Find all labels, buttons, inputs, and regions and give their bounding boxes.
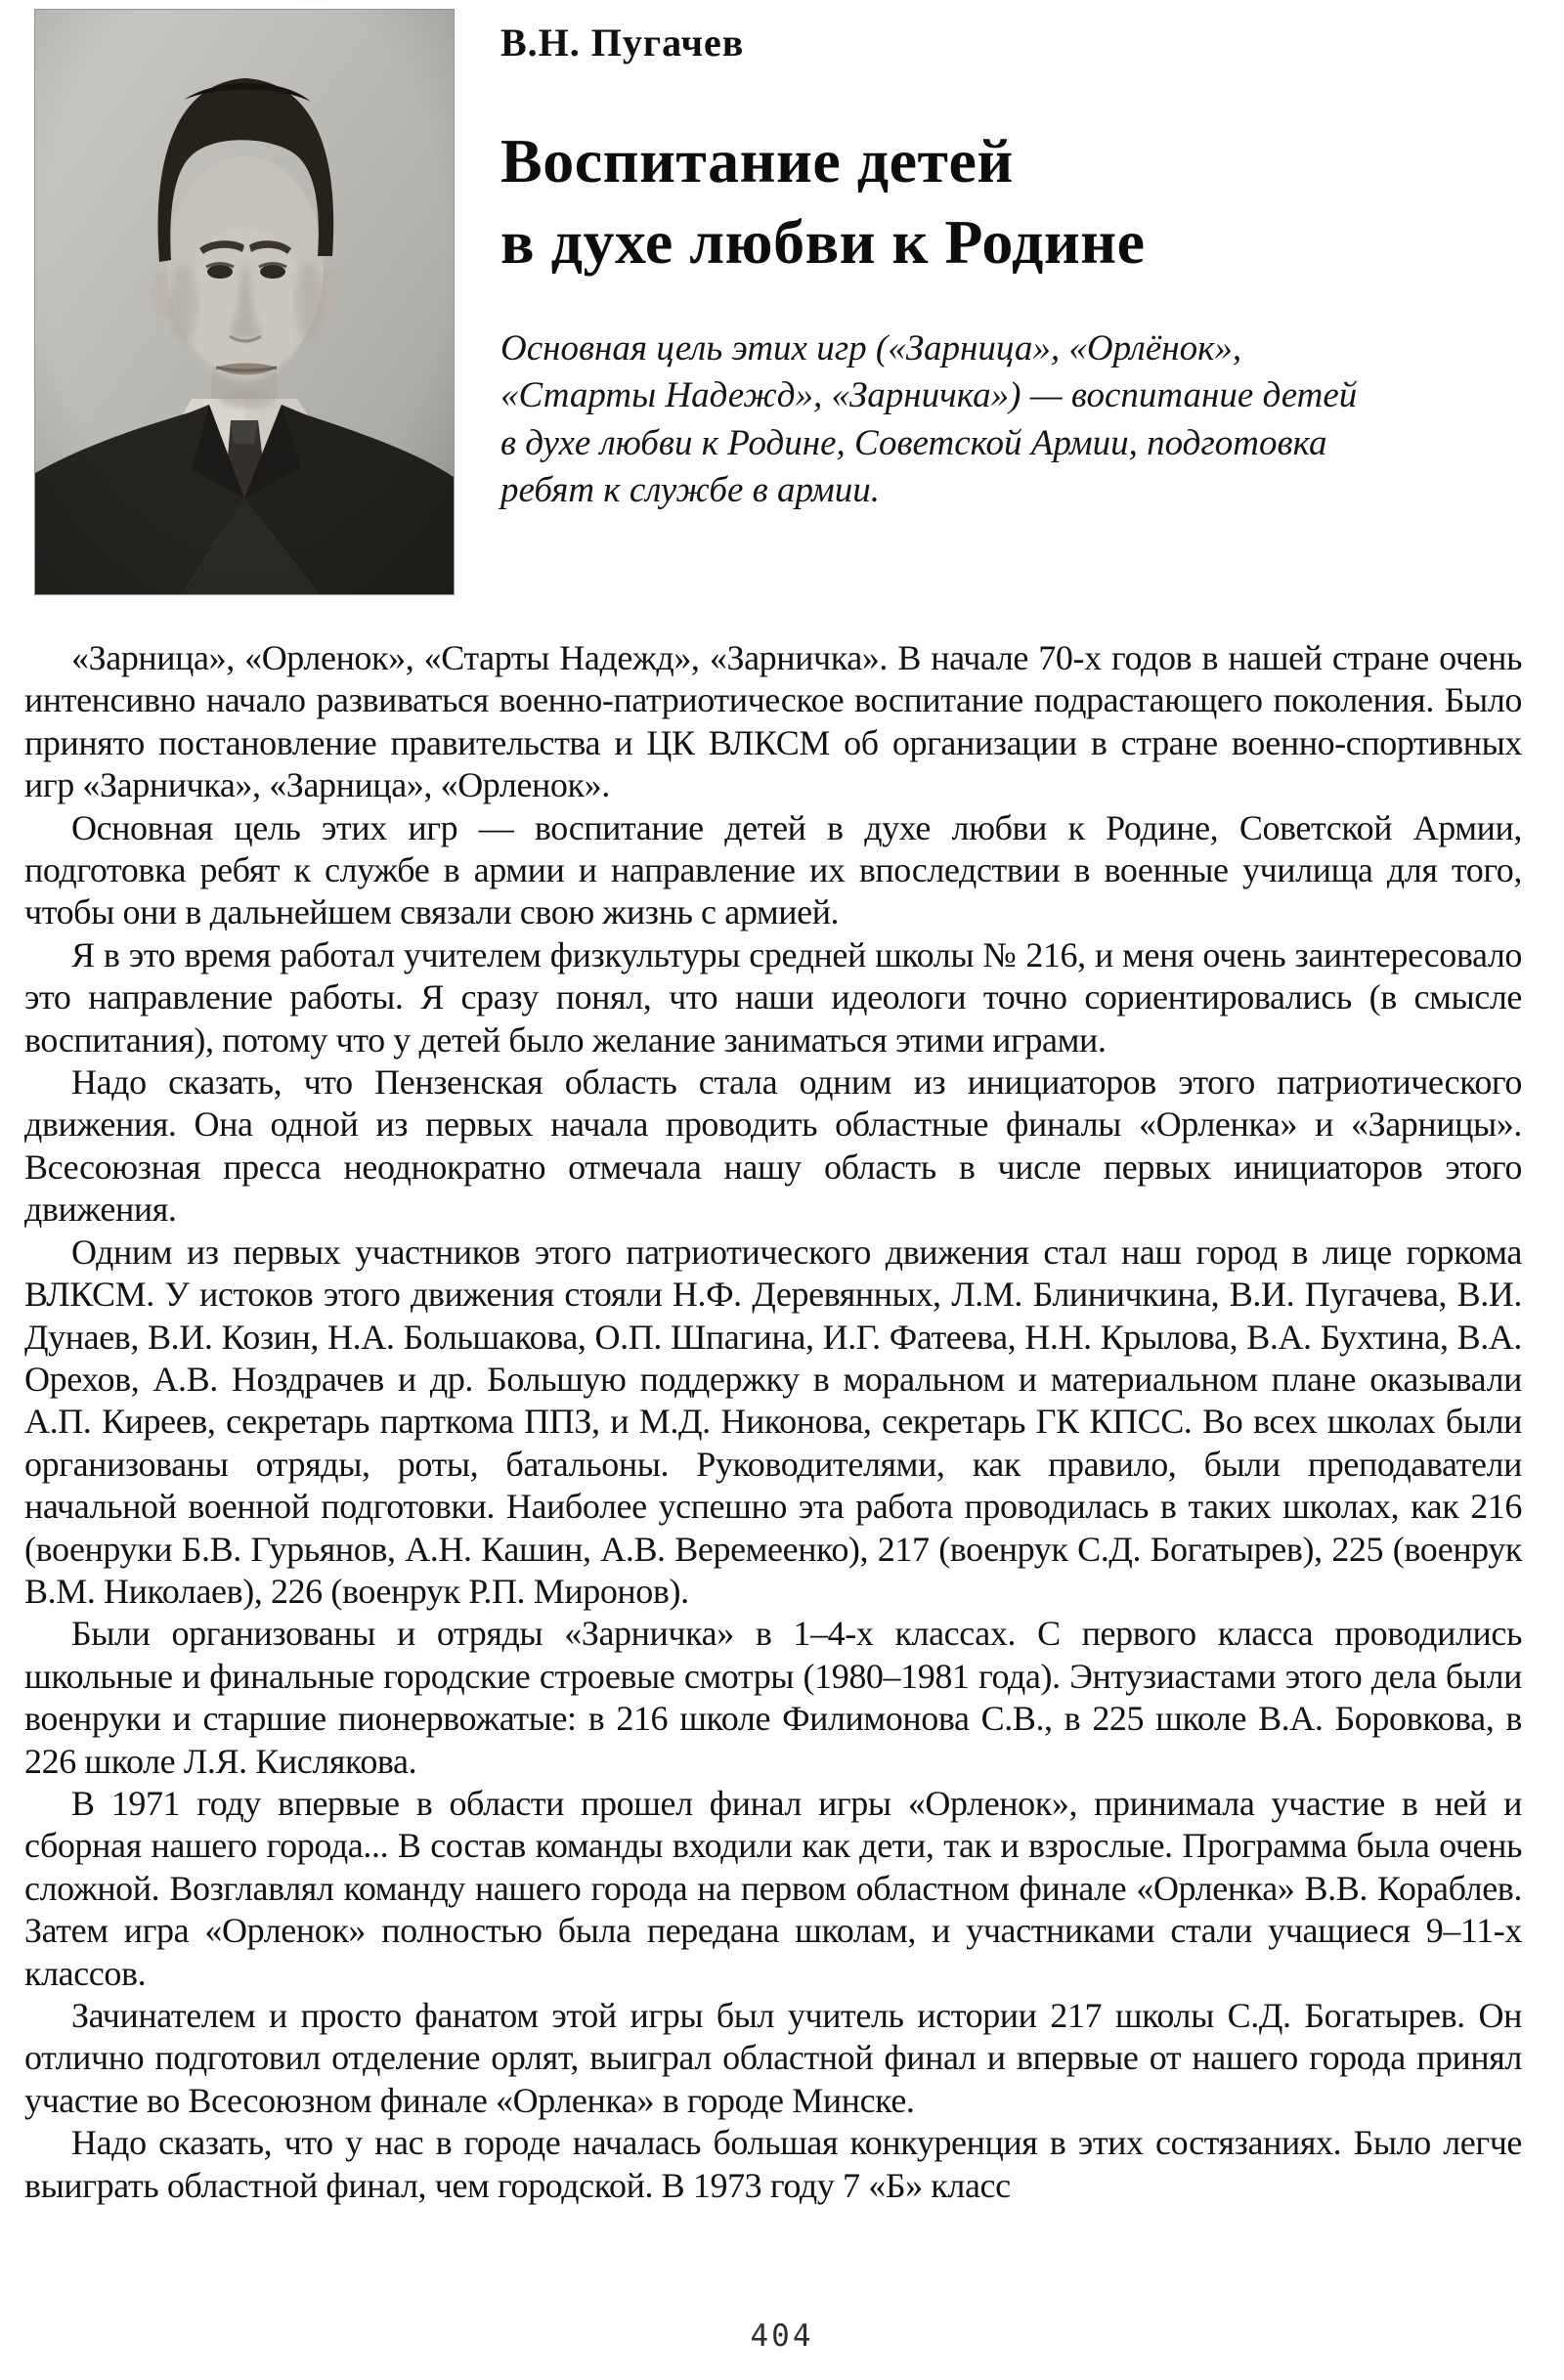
title-line-2: в духе любви к Родине xyxy=(500,207,1146,278)
portrait-photo-image xyxy=(35,10,454,594)
paragraph-9: Надо сказать, что у нас в городе началась большая конкуренция в этих состязаниях. Было легче выиграть областной финал, чем городской. В 1973 году 7 «Б» класс xyxy=(24,2123,1522,2205)
paragraph-4: Надо сказать, что Пензенская область стала одним из инициаторов этого патриотического движения. Она одной из первых начала проводить областные финалы «Орленка» и «Зарницы». Всесоюзная пресса неоднократно отмечала нашу область в числе первых инициаторов этого движения. xyxy=(24,1062,1522,1230)
paragraph-7: В 1971 году впервые в области прошел финал игры «Орленок», принимала участие в ней и сборная нашего города... В состав команды входили как дети, так и взрослые. Программа была очень сложной. Возглавлял команду нашего города на первом областном финале «Орленка» В.В. Кораблев. Затем игра «Орленок» полностью была передана школам, и участниками стали учащиеся 9–11-х классов. xyxy=(24,1783,1522,1993)
article-body xyxy=(24,637,1522,2207)
paragraph-3: Я в это время работал учителем физкультуры средней школы № 216, и меня очень заинтересовало это направление работы. Я сразу понял, что наши идеологи точно сориентировались (в смысле воспитания), потому что у детей было желание заниматься этими играми. xyxy=(24,934,1522,1060)
article-title xyxy=(500,120,1548,282)
author-name: В.Н. Пугачев xyxy=(500,21,745,65)
paragraph-1: «Зарница», «Орленок», «Старты Надежд», «Зарничка». В начале 70-х годов в нашей стране очень интенсивно начало развиваться военно-патриотическое воспитание подрастающего поколения. Было принято постановление правительства и ЦК ВЛКСМ об организации в стране военно-спортивных игр «Зарничка», «Зарница», «Орленок». xyxy=(24,638,1522,805)
portrait-photo xyxy=(35,10,454,594)
lede-line-3: в духе любви к Родине, Советской Армии, подготовка xyxy=(500,422,1327,463)
paragraph-2: Основная цель этих игр — воспитание детей в духе любви к Родине, Советской Армии, подготовка ребят к службе в армии и направление их впоследствии в военные училища для того, чтобы они в дальнейшем связали свою жизнь с армией. xyxy=(24,807,1522,932)
lede-line-4: ребят к службе в армии. xyxy=(500,469,880,510)
paragraph-6: Были организованы и отряды «Зарничка» в 1–4-х классах. С первого класса проводились школьные и финальные городские строевые смотры (1980–1981 года). Энтузиастами этого дела были военруки и старшие пионервожатые: в 216 школе Филимонова С.В., в 225 школе В.А. Боровкова, в 226 школе Л.Я. Кислякова. xyxy=(24,1614,1522,1781)
lede-paragraph xyxy=(500,325,1548,513)
page-number: 404 xyxy=(750,2318,814,2354)
lede-line-2: «Старты Надежд», «Зарничка») — воспитание детей xyxy=(500,375,1358,416)
paragraph-8: Зачинателем и просто фанатом этой игры был учитель истории 217 школы С.Д. Богатырев. Он отлично подготовил отделение орлят, выиграл областной финал и впервые от нашего города принял участие во Всесоюзном финале «Орленка» в городе Минске. xyxy=(24,1996,1522,2120)
paragraph-5: Одним из первых участников этого патриотического движения стал наш город в лице горкома ВЛКСМ. У истоков этого движения стояли Н.Ф. Деревянных, Л.М. Блиничкина, В.И. Пугачева, В.И. Дунаев, В.И. Козин, Н.А. Большакова, О.П. Шпагина, И.Г. Фатеева, Н.Н. Крылова, В.А. Бухтина, В.А. Орехов, А.В. Ноздрачев и др. Большую поддержку в моральном и материальном плане оказывали А.П. Киреев, секретарь парткома ППЗ, и М.Д. Никонова, секретарь ГК КПСС. Во всех школах были организованы отряды, роты, батальоны. Руководителями, как правило, были преподаватели начальной военной подготовки. Наиболее успешно эта работа проводилась в таких школах, как 216 (военруки Б.В. Гурьянов, А.Н. Кашин, А.В. Веремеенко), 217 (военрук С.Д. Богатырев), 225 (военрук В.М. Николаев), 226 (военрук Р.П. Миронов). xyxy=(24,1232,1522,1611)
article-header xyxy=(500,20,1548,514)
lede-line-1: Основная цель этих игр («Зарница», «Орлёнок», xyxy=(500,328,1242,369)
title-line-1: Воспитание детей xyxy=(500,126,1014,195)
